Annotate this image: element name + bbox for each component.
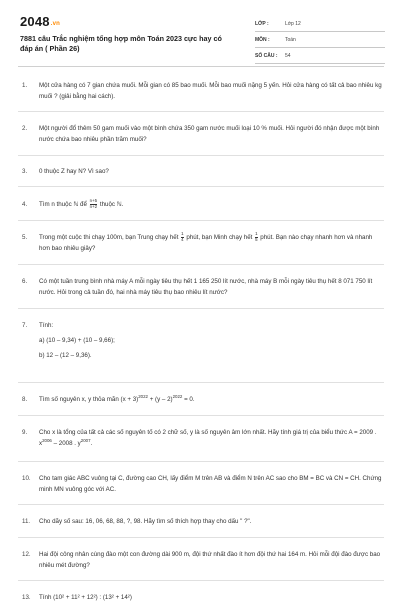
question-3 <box>22 166 382 177</box>
question-separator <box>18 504 384 505</box>
meta-value: Toán <box>285 36 296 43</box>
text-segment: = 0. <box>182 396 195 403</box>
meta-table <box>255 16 385 64</box>
question-number: 3. <box>22 168 28 175</box>
question-number: 2. <box>22 125 28 132</box>
question-separator <box>18 155 384 156</box>
exponent: 2007 <box>80 437 91 443</box>
fraction-denominator: n+2 <box>89 203 98 209</box>
question-9 <box>22 427 382 449</box>
question-text: Một cửa hàng có 7 gian chứa muối. Mỗi gian có 85 bao muối. Mỗi bao muối nặng 5 yến. Hỏi cửa hàng có tất cả bao nhiêu kg muối ? (giải bằng hai cách). <box>39 82 382 100</box>
exponent: 2022 <box>172 393 183 399</box>
question-separator <box>18 308 384 309</box>
question-13 <box>22 592 382 603</box>
meta-value: Lớp 12 <box>285 20 301 27</box>
question-number: 8. <box>22 396 28 403</box>
meta-label: SỐ CÂU : <box>255 52 278 59</box>
question-separator <box>18 461 384 462</box>
question-text <box>39 232 382 254</box>
question-text: Tính (10² + 11² + 12²) : (13² + 14²) <box>39 594 132 601</box>
text-segment: Tìm n thuộc ℕ để <box>39 201 89 208</box>
fraction-numerator: n+5 <box>89 198 98 204</box>
exponent: 2022 <box>138 393 148 399</box>
question-separator <box>18 382 384 383</box>
question-separator <box>18 537 384 538</box>
question-text <box>39 199 382 210</box>
fraction-numerator: 1 <box>181 231 184 237</box>
text-segment: phút. Bạn nào chạy nhanh hơn và nhanh hơn bao nhiêu giây? <box>39 234 373 252</box>
fraction <box>181 232 183 242</box>
question-text: Cho tam giác ABC vuông tại C, đường cao CH, lấy điểm M trên AB và điểm N trên AC sao cho BM = BC và CN = CH. Chứng minh MN vuông góc với AC. <box>39 475 382 493</box>
question-number: 7. <box>22 322 28 329</box>
question-subpart-b: b) 12 – (12 – 9,36). <box>39 352 92 359</box>
question-number: 4. <box>22 201 28 208</box>
fraction <box>90 199 97 209</box>
question-text: Tính: <box>39 322 54 329</box>
fraction-denominator: 4 <box>181 236 184 242</box>
header-divider <box>18 66 384 67</box>
question-number: 10. <box>22 475 31 482</box>
question-number: 1. <box>22 82 28 89</box>
question-text: Cho dãy số sau: 16, 06, 68, 88, ?, 98. Hãy tìm số thích hợp thay cho dấu " ?". <box>39 518 252 525</box>
question-separator <box>18 580 384 581</box>
logo-tld: .vn <box>50 21 61 27</box>
question-separator <box>18 111 384 112</box>
question-number: 11. <box>22 518 31 525</box>
exponent: 2006 <box>42 437 52 443</box>
question-text: Hai đội công nhân cùng đào một con đường dài 900 m, đội thứ nhất đào ít hơn đội thứ hai 164 m. Hỏi mỗi đội đào được bao nhiêu mét đường? <box>39 551 381 569</box>
text-segment: – 2008 . y <box>51 440 81 447</box>
text-segment: thuộc ℕ. <box>98 201 124 208</box>
meta-row-subject <box>255 32 385 48</box>
text-segment: phút, bạn Minh chạy hết <box>184 234 255 241</box>
question-5 <box>22 232 382 254</box>
meta-label: MÔN : <box>255 36 270 43</box>
question-subpart-a: a) (10 – 9,34) + (10 – 9,66); <box>39 337 115 344</box>
meta-label: LỚP : <box>255 20 269 27</box>
question-11 <box>22 516 382 527</box>
question-10 <box>22 473 382 495</box>
question-8 <box>22 394 382 405</box>
question-1 <box>22 80 382 102</box>
question-4 <box>22 199 382 210</box>
question-number: 12. <box>22 551 31 558</box>
question-7 <box>22 320 382 361</box>
question-number: 5. <box>22 234 28 241</box>
meta-value: 54 <box>285 52 291 59</box>
question-12 <box>22 549 382 571</box>
text-segment: . <box>90 440 93 447</box>
question-6 <box>22 276 382 298</box>
fraction-denominator: 5 <box>255 236 258 242</box>
text-segment: + (y – 2) <box>148 396 173 403</box>
text-segment: Cho x là tổng của tất cả các số nguyên tố có 2 chữ số, y là số nguyên âm lớn nhất. Hãy tính giá trị của biểu thức A = 2009 . x <box>39 429 377 447</box>
fraction <box>255 232 257 242</box>
question-separator <box>18 186 384 187</box>
question-2 <box>22 123 382 145</box>
question-text: 0 thuộc Z hay N? Vì sao? <box>39 168 109 175</box>
question-separator <box>18 415 384 416</box>
question-text <box>39 394 382 405</box>
question-text: Một người đổ thêm 50 gam muối vào một bình chứa 350 gam nước muối loại 10 % muối. Hỏi người đó nhận được một bình nước chứa bao nhiêu phần trăm muối? <box>39 125 380 143</box>
question-separator <box>18 264 384 265</box>
question-number: 6. <box>22 278 28 285</box>
question-text: Có một tuần trung bình nhà máy A mỗi ngày tiêu thụ hết 1 165 250 lít nước, nhà máy B mỗi ngày tiêu thụ hết 8 071 750 lít nước. Hỏi trong cả tuần đó, hai nhà máy tiêu thụ bao nhiêu lít nước? <box>39 278 373 296</box>
fraction-numerator: 1 <box>255 231 258 237</box>
question-number: 9. <box>22 429 28 436</box>
question-text <box>39 427 382 449</box>
meta-row-count <box>255 48 385 64</box>
meta-row-class <box>255 16 385 32</box>
site-logo[interactable] <box>20 14 60 29</box>
document-header <box>20 14 385 60</box>
document-title: 7881 câu Trắc nghiệm tổng hợp môn Toán 2023 cực hay có đáp án ( Phần 26) <box>20 34 222 53</box>
text-segment: Tìm số nguyên x, y thỏa mãn (x + 3) <box>39 396 139 403</box>
question-separator <box>18 220 384 221</box>
question-number: 13. <box>22 594 31 601</box>
logo-text: 2048 <box>20 14 50 29</box>
text-segment: Trong một cuộc thi chạy 100m, bạn Trung chạy hết <box>39 234 181 241</box>
